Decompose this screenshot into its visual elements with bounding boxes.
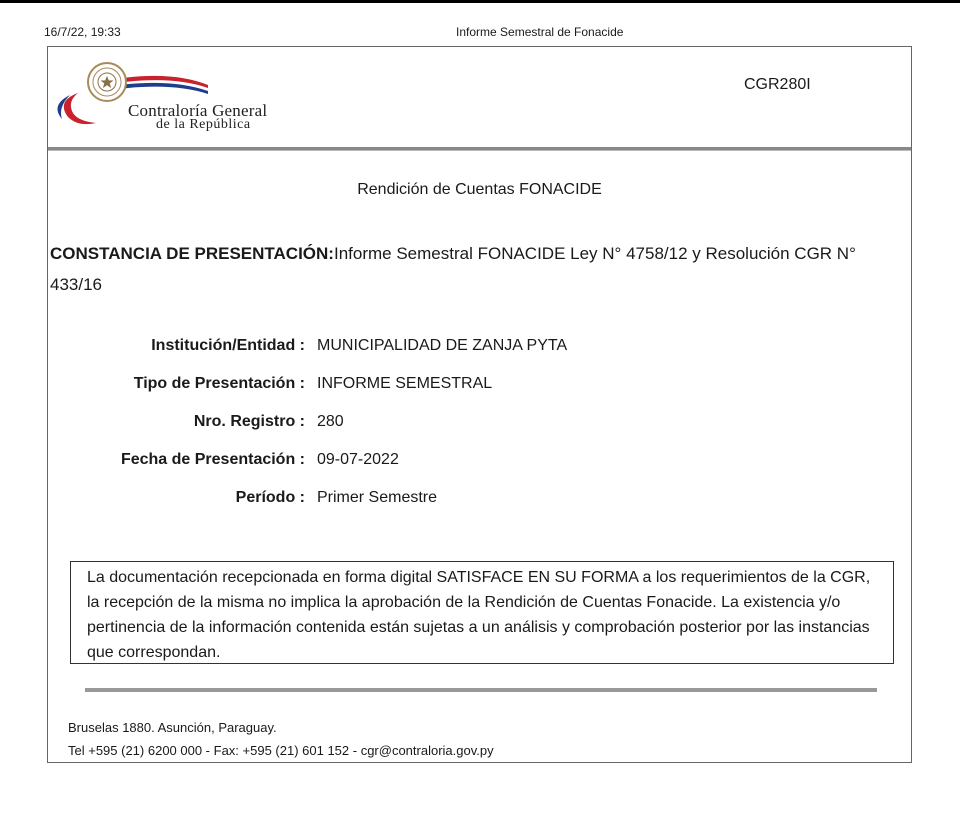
constancia-label: CONSTANCIA DE PRESENTACIÓN: [50, 244, 334, 263]
cgr-logo [48, 55, 348, 139]
print-title: Informe Semestral de Fonacide [456, 25, 624, 39]
logo-line-1: Contraloría General [128, 101, 268, 120]
field-value-institucion: MUNICIPALIDAD DE ZANJA PYTA [317, 337, 568, 354]
document-subtitle: Rendición de Cuentas FONACIDE [357, 181, 602, 198]
field-label-institucion: Institución/Entidad : [151, 337, 305, 354]
field-label-tipo: Tipo de Presentación : [133, 375, 305, 392]
field-label-fecha: Fecha de Presentación : [120, 451, 305, 468]
field-value-tipo: INFORME SEMESTRAL [317, 375, 493, 392]
header-divider-inner [48, 150, 911, 151]
field-label-registro: Nro. Registro : [193, 413, 305, 430]
footer-contact: Tel +595 (21) 6200 000 - Fax: +595 (21) 601 152 - cgr@contraloria.gov.py [68, 743, 494, 758]
document-frame [47, 46, 912, 763]
constancia-paragraph [50, 238, 900, 300]
field-value-registro: 280 [317, 413, 344, 430]
field-label-periodo: Período : [235, 489, 305, 506]
print-datetime: 16/7/22, 19:33 [44, 25, 121, 39]
logo-line-2: de la República [156, 117, 251, 132]
footer-divider [85, 688, 877, 692]
notice-box: La documentación recepcionada en forma digital SATISFACE EN SU FORMA a los requerimientos de la CGR, la recepción de la misma no implica la aprobación de la Rendición de Cuentas Fonacide. La existencia y/o pertinencia de la información contenida están sujetas a un análisis y comprobación posterior por las instancias que correspondan. [70, 561, 894, 664]
footer-address: Bruselas 1880. Asunción, Paraguay. [68, 720, 277, 735]
document-code: CGR280I [744, 76, 811, 93]
top-border [0, 0, 960, 3]
constancia-text: Informe Semestral FONACIDE Ley N° 4758/12 y Resolución CGR N° 433/16 [50, 244, 856, 294]
field-value-periodo: Primer Semestre [317, 489, 438, 506]
field-value-fecha: 09-07-2022 [317, 451, 399, 468]
